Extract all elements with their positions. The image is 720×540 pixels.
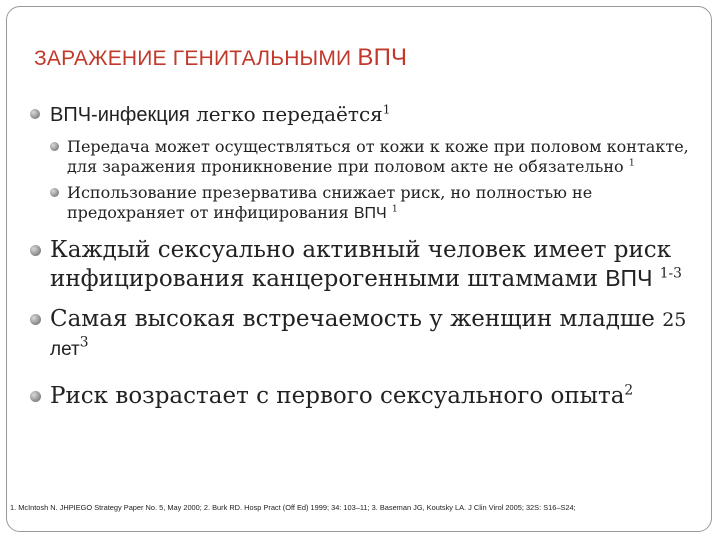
bullet-lead: ВПЧ-инфекция <box>50 104 190 126</box>
bullet-every-active-person <box>30 236 698 293</box>
title-main: ЗАРАЖЕНИЕ ГЕНИТАЛЬНЫМИ <box>34 47 352 70</box>
bullet-list <box>30 100 698 410</box>
sub-bullet-condom <box>50 183 698 224</box>
bullet-highest-incidence <box>30 305 698 364</box>
ref-marker: 3 <box>79 334 89 351</box>
sub-bullet-skin-contact <box>50 137 698 177</box>
sub-bullet-abbr: ВПЧ <box>353 205 387 222</box>
bullet-hpv-transmission <box>30 100 698 224</box>
ref-marker: 1 <box>391 203 398 215</box>
title-abbr: ВПЧ <box>357 44 408 71</box>
bullet-age: 25 <box>662 309 687 331</box>
bullet-text: Самая высокая встречаемость у женщин младше <box>50 306 655 332</box>
ref-marker: 1 <box>382 102 391 117</box>
sub-bullet-text: Использование презерватива снижает риск, но полностью не предохраняет от инфицирования <box>67 183 593 222</box>
bullet-risk-increases <box>30 382 698 410</box>
bullet-text: легко передаётся <box>189 102 383 126</box>
bullet-text: Каждый сексуально активный человек имеет риск инфицирования канцерогенными штаммами <box>50 237 672 292</box>
bullet-unit: лет <box>50 339 80 360</box>
slide-title <box>34 44 407 72</box>
bullet-abbr: ВПЧ <box>605 265 653 291</box>
sub-bullet-text: Передача может осуществляться от кожи к коже при половом контакте, для заражения проникновение при половом акте не обязательно <box>67 137 689 176</box>
footnote-references: 1. McIntosh N. JHPIEGO Strategy Paper No. 5, May 2000; 2. Burk RD. Hosp Pract (Off Ed) 1999; 34: 103–11; 3. Baseman JG, Koutsky LA. J Clin Virol 2005; 32S: S16–S24; <box>10 503 576 512</box>
sub-bullet-list <box>50 137 698 224</box>
ref-marker: 1-3 <box>659 265 682 282</box>
bullet-text: Риск возрастает с первого сексуального опыта <box>50 383 625 409</box>
ref-marker: 2 <box>624 382 634 399</box>
ref-marker: 1 <box>628 157 635 169</box>
